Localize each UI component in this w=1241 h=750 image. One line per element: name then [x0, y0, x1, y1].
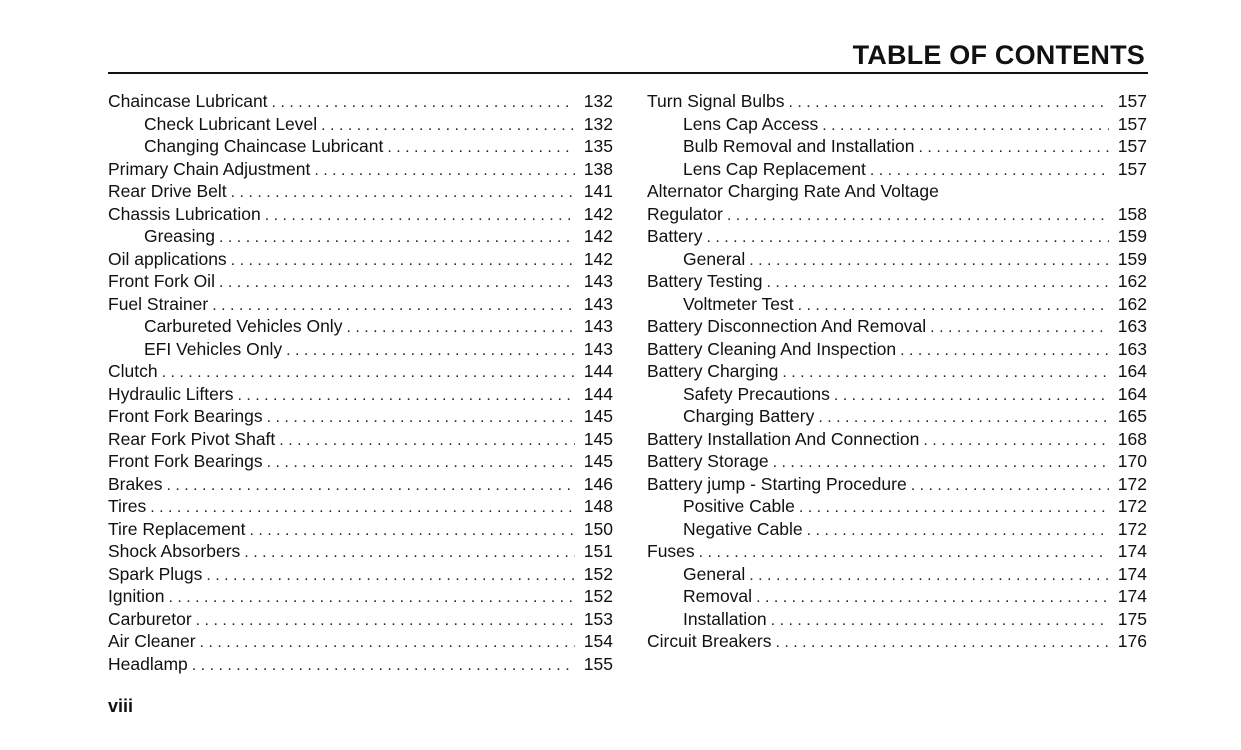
toc-entry-title: Shock Absorbers [108, 541, 241, 561]
dot-leader [162, 362, 575, 383]
toc-entry[interactable] [108, 630, 613, 653]
toc-entry[interactable] [108, 158, 613, 181]
toc-entry-page: 170 [1117, 451, 1147, 471]
toc-entry[interactable] [647, 180, 1147, 203]
toc-subentry[interactable] [647, 248, 1147, 271]
toc-left-column [108, 90, 613, 675]
toc-entry-page: 164 [1117, 361, 1147, 381]
toc-entry-title: Air Cleaner [108, 631, 196, 651]
toc-entry-page: 142 [583, 203, 613, 224]
toc-entry-page: 152 [583, 586, 613, 606]
toc-entry-page: 145 [583, 406, 613, 426]
dot-leader [237, 385, 575, 406]
toc-subentry[interactable] [647, 608, 1147, 631]
dot-leader [699, 542, 1109, 563]
dot-leader [346, 317, 575, 338]
toc-entry-title: Front Fork Bearings [108, 451, 263, 471]
toc-entry[interactable] [647, 428, 1147, 451]
dot-leader [192, 655, 575, 676]
dot-leader [870, 160, 1109, 181]
toc-entry-page: 145 [583, 451, 613, 471]
toc-entry[interactable] [108, 248, 613, 271]
toc-entry-title: Positive Cable [683, 496, 795, 516]
dot-leader [212, 295, 575, 316]
toc-entry-page: 152 [583, 563, 613, 584]
dot-leader [267, 452, 575, 473]
toc-entry-page: 132 [583, 91, 613, 111]
toc-entry-page: 155 [583, 653, 613, 674]
toc-entry-page: 172 [1117, 518, 1147, 539]
page-title: TABLE OF CONTENTS [852, 40, 1145, 70]
toc-entry-page: 159 [1117, 226, 1147, 246]
toc-entry-title: Safety Precautions [683, 383, 830, 404]
toc-entry[interactable] [108, 428, 613, 451]
toc-entry-page: 144 [583, 383, 613, 404]
dot-leader [265, 205, 575, 226]
toc-entry-title: Carburetor [108, 608, 192, 629]
toc-entry-page: 168 [1117, 428, 1147, 449]
toc-entry[interactable] [647, 225, 1147, 248]
dot-leader [822, 115, 1109, 136]
toc-entry-page: 159 [1117, 248, 1147, 269]
toc-entry[interactable] [108, 518, 613, 541]
toc-entry-page: 165 [1117, 406, 1147, 426]
dot-leader [387, 137, 575, 158]
toc-entry-page: 176 [1117, 631, 1147, 651]
toc-entry-page: 164 [1117, 383, 1147, 404]
toc-entry[interactable] [108, 383, 613, 406]
toc-entry-page: 143 [583, 293, 613, 314]
toc-entry[interactable] [647, 315, 1147, 338]
dot-leader [314, 160, 575, 181]
toc-subentry[interactable] [647, 158, 1147, 181]
dot-leader [727, 205, 1109, 226]
dot-leader [911, 475, 1109, 496]
dot-leader [166, 475, 575, 496]
dot-leader [749, 565, 1109, 586]
toc-entry-title: Tires [108, 496, 147, 516]
toc-entry-page: 163 [1117, 316, 1147, 336]
toc-entry-page: 174 [1117, 586, 1147, 606]
toc-entry[interactable] [108, 540, 613, 563]
toc-entry[interactable] [108, 293, 613, 316]
toc-entry-title: Tire Replacement [108, 518, 246, 539]
toc-entry-page: 162 [1117, 271, 1147, 291]
toc-entry-page: 163 [1117, 338, 1147, 359]
toc-entry-title: Lens Cap Replacement [683, 158, 866, 179]
toc-entry-page: 162 [1117, 293, 1147, 314]
toc-entry[interactable] [108, 405, 613, 428]
toc-entry-page: 138 [583, 158, 613, 179]
toc-entry[interactable] [108, 495, 613, 518]
toc-entry-title: Greasing [144, 226, 216, 246]
toc-subentry[interactable] [647, 495, 1147, 518]
toc-entry[interactable] [647, 540, 1147, 563]
dot-leader [706, 227, 1109, 248]
toc-entry-title: Hydraulic Lifters [108, 383, 234, 404]
toc-entry[interactable] [647, 450, 1147, 473]
toc-entry-page: 141 [583, 181, 613, 201]
dot-leader [818, 407, 1109, 428]
dot-leader [798, 295, 1109, 316]
toc-entry[interactable] [108, 563, 613, 586]
toc-entry[interactable] [108, 450, 613, 473]
toc-entry-title: Fuses [647, 541, 695, 561]
toc-entry[interactable] [108, 360, 613, 383]
toc-subentry[interactable] [647, 405, 1147, 428]
toc-entry-page: 143 [583, 338, 613, 359]
toc-entry[interactable] [647, 630, 1147, 653]
dot-leader [196, 610, 575, 631]
header-divider [108, 72, 1148, 74]
toc-subentry[interactable] [108, 338, 613, 361]
toc-entry[interactable] [647, 90, 1147, 113]
toc-entry-title: Front Fork Oil [108, 271, 215, 291]
toc-entry-title: Battery Installation And Connection [647, 428, 920, 449]
toc-entry-page: 145 [583, 428, 613, 449]
toc-entry[interactable] [647, 360, 1147, 383]
toc-entry-title: Charging Battery [683, 406, 815, 426]
toc-entry-page: 132 [583, 113, 613, 134]
toc-entry-title: Oil applications [108, 248, 227, 269]
dot-leader [244, 542, 575, 563]
dot-leader [900, 340, 1109, 361]
toc-subentry[interactable] [647, 383, 1147, 406]
toc-entry-title: Clutch [108, 361, 158, 381]
dot-leader [756, 587, 1109, 608]
toc-subentry[interactable] [647, 563, 1147, 586]
toc-entry[interactable] [108, 608, 613, 631]
toc-entry-title: Negative Cable [683, 518, 803, 539]
toc-entry-page: 157 [1117, 136, 1147, 156]
toc-entry-title: Check Lubricant Level [144, 113, 318, 134]
dot-leader [788, 92, 1109, 113]
toc-entry-title: Chassis Lubrication [108, 203, 261, 224]
toc-entry-title: Lens Cap Access [683, 113, 819, 134]
dot-leader [771, 610, 1109, 631]
toc-entry-title: EFI Vehicles Only [144, 338, 283, 359]
toc-entry-title: Primary Chain Adjustment [108, 158, 311, 179]
toc-entry-title: Rear Fork Pivot Shaft [108, 428, 276, 449]
dot-leader [267, 407, 575, 428]
toc-entry-title: Front Fork Bearings [108, 406, 263, 426]
toc-entry-title: Ignition [108, 586, 165, 606]
toc-entry-title: Bulb Removal and Installation [683, 136, 915, 156]
toc-entry-title: Spark Plugs [108, 563, 203, 584]
toc-entry-title: Chaincase Lubricant [108, 91, 268, 111]
toc-entry-page: 142 [583, 248, 613, 269]
page-number: viii [108, 696, 134, 716]
toc-entry-title: Alternator Charging Rate And Voltage [647, 181, 939, 201]
toc-entry[interactable] [108, 203, 613, 226]
toc-entry[interactable] [647, 473, 1147, 496]
toc-entry-page: 174 [1117, 541, 1147, 561]
toc-entry-title: General [683, 563, 746, 584]
toc-entry-title: Battery Cleaning And Inspection [647, 338, 897, 359]
dot-leader [150, 497, 575, 518]
toc-entry-page: 172 [1117, 473, 1147, 494]
dot-leader [775, 632, 1109, 653]
toc-subentry[interactable] [108, 113, 613, 136]
toc-entry-title: Battery Testing [647, 271, 763, 291]
toc-entry-title: Brakes [108, 473, 163, 494]
toc-entry-page: 148 [583, 496, 613, 516]
dot-leader [782, 362, 1109, 383]
toc-entry-page: 157 [1117, 113, 1147, 134]
dot-leader [249, 520, 575, 541]
dot-leader [279, 430, 575, 451]
dot-leader [219, 272, 575, 293]
dot-leader [219, 227, 575, 248]
toc-entry-page: 153 [583, 608, 613, 629]
toc-entry-title: Regulator [647, 203, 723, 224]
dot-leader [231, 182, 575, 203]
toc-entry-page: 150 [583, 518, 613, 539]
dot-leader [200, 632, 575, 653]
toc-entry-title: Circuit Breakers [647, 631, 772, 651]
toc-entry[interactable] [108, 585, 613, 608]
toc-entry-page: 157 [1117, 158, 1147, 179]
toc-entry[interactable] [647, 338, 1147, 361]
dot-leader [168, 587, 575, 608]
toc-entry-page: 172 [1117, 496, 1147, 516]
toc-entry-page: 142 [583, 226, 613, 246]
toc-entry-page: 174 [1117, 563, 1147, 584]
toc-entry-title: Installation [683, 608, 767, 629]
toc-entry-title: Removal [683, 586, 753, 606]
toc-entry-page: 158 [1117, 203, 1147, 224]
toc-entry-page: 175 [1117, 608, 1147, 629]
toc-subentry[interactable] [647, 293, 1147, 316]
toc-entry-page: 151 [583, 541, 613, 561]
toc-entry-title: General [683, 248, 746, 269]
toc-entry[interactable] [647, 270, 1147, 293]
toc-subentry[interactable] [108, 225, 613, 248]
dot-leader [807, 520, 1109, 541]
toc-entry[interactable] [647, 203, 1147, 226]
toc-entry-title: Battery Disconnection And Removal [647, 316, 927, 336]
toc-entry-page: 144 [583, 361, 613, 381]
dot-leader [749, 250, 1109, 271]
toc-subentry[interactable] [108, 315, 613, 338]
dot-leader [919, 137, 1109, 158]
toc-subentry[interactable] [108, 135, 613, 158]
toc-entry-title: Battery jump - Starting Procedure [647, 473, 907, 494]
toc-entry-title: Changing Chaincase Lubricant [144, 136, 384, 156]
dot-leader [923, 430, 1109, 451]
toc-entry[interactable] [108, 90, 613, 113]
toc-entry-title: Fuel Strainer [108, 293, 209, 314]
toc-entry[interactable] [108, 473, 613, 496]
dot-leader [930, 317, 1109, 338]
dot-leader [231, 250, 575, 271]
dot-leader [834, 385, 1109, 406]
dot-leader [321, 115, 575, 136]
toc-entry-title: Battery [647, 226, 703, 246]
toc-entry-page: 154 [583, 631, 613, 651]
toc-entry-page: 143 [583, 271, 613, 291]
toc-entry-title: Voltmeter Test [683, 293, 794, 314]
toc-subentry[interactable] [647, 135, 1147, 158]
toc-entry-page: 135 [583, 136, 613, 156]
toc-entry-page: 143 [583, 316, 613, 336]
toc-entry-title: Battery Storage [647, 451, 769, 471]
toc-right-column [647, 90, 1147, 653]
toc-subentry[interactable] [647, 585, 1147, 608]
toc-subentry[interactable] [647, 518, 1147, 541]
toc-subentry[interactable] [647, 113, 1147, 136]
toc-entry[interactable] [108, 270, 613, 293]
dot-leader [799, 497, 1109, 518]
dot-leader [773, 452, 1109, 473]
toc-entry-page: 146 [583, 473, 613, 494]
toc-entry-page: 157 [1117, 91, 1147, 111]
toc-entry-title: Battery Charging [647, 361, 779, 381]
dot-leader [272, 92, 575, 113]
dot-leader [766, 272, 1109, 293]
dot-leader [286, 340, 575, 361]
dot-leader [206, 565, 575, 586]
toc-entry-title: Carbureted Vehicles Only [144, 316, 343, 336]
toc-entry-title: Turn Signal Bulbs [647, 91, 785, 111]
toc-entry-title: Rear Drive Belt [108, 181, 227, 201]
toc-entry[interactable] [108, 653, 613, 676]
toc-entry-title: Headlamp [108, 653, 188, 674]
toc-entry[interactable] [108, 180, 613, 203]
